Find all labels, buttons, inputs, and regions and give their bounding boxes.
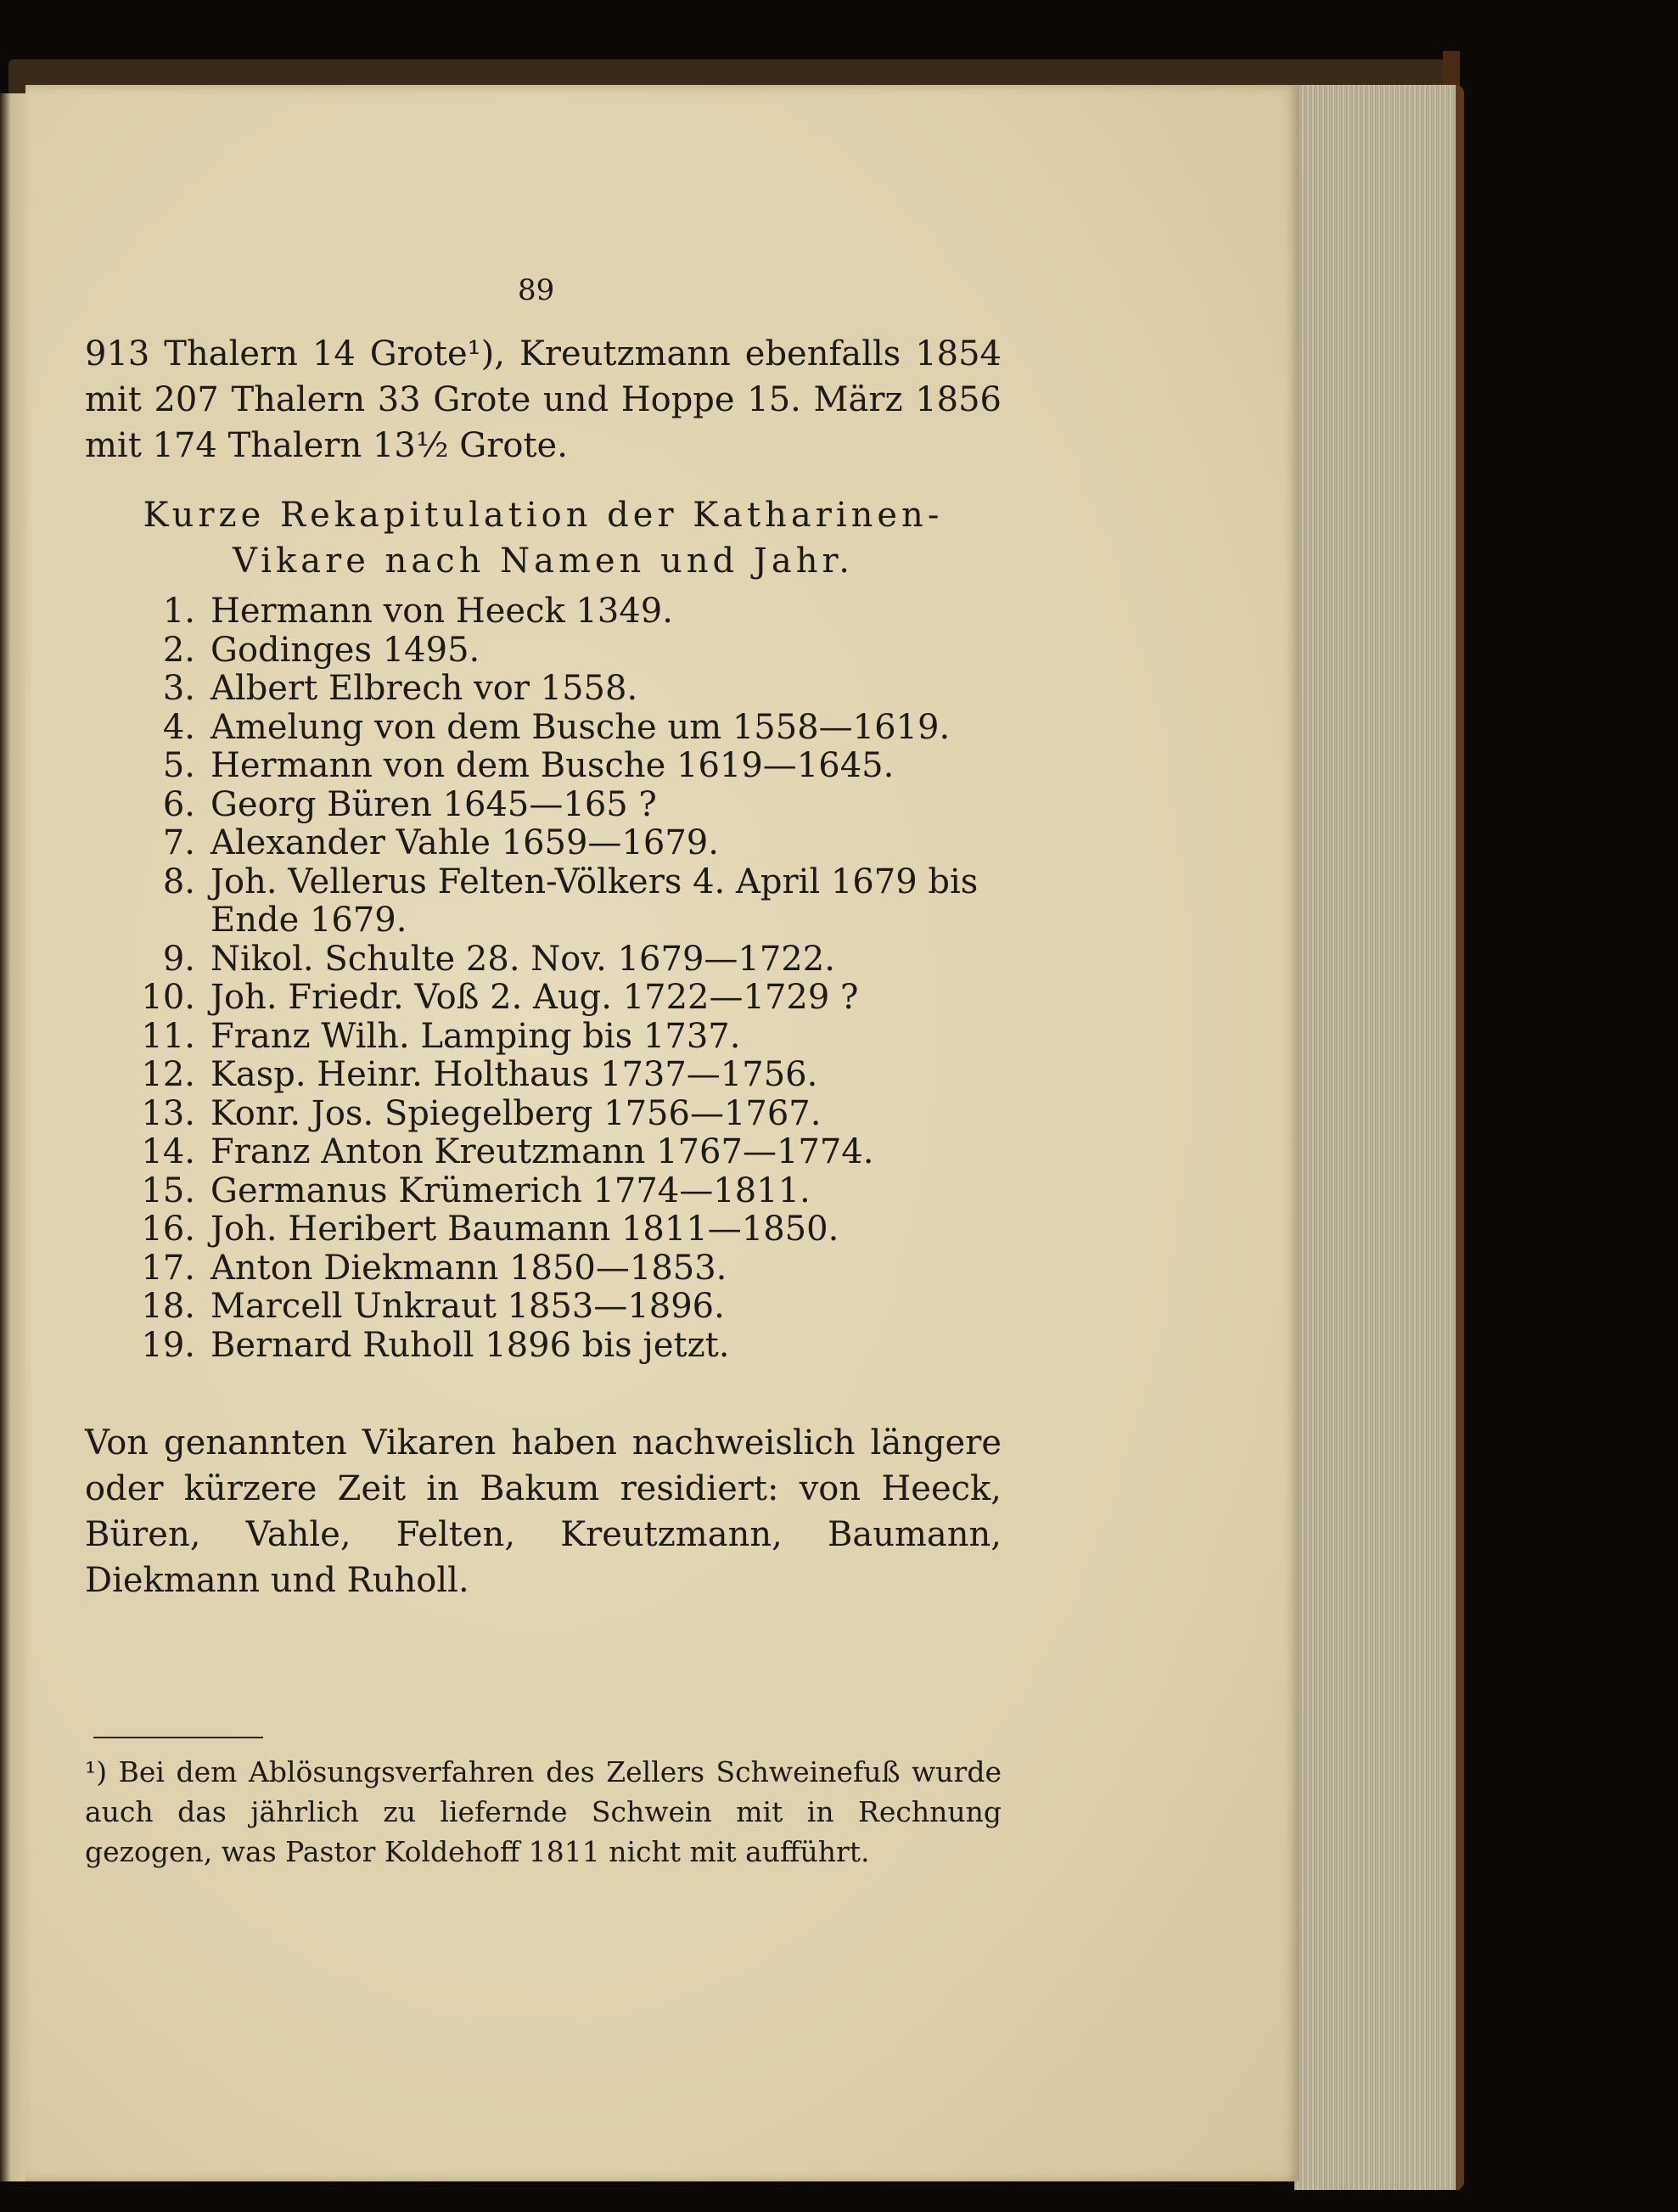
list-item-text: Franz Anton Kreutzmann 1767—1774. [210,1132,874,1171]
list-item-text: Kasp. Heinr. Holthaus 1737—1756. [210,1055,818,1094]
list-item [136,1095,1002,1134]
page-fore-edge [1294,85,1464,2190]
list-item [136,1056,1002,1095]
list-item-text: Bernard Ruholl 1896 bis jetzt. [210,1325,730,1365]
list-item [136,979,1002,1018]
list-item [136,1133,1002,1172]
list-item-number: 2. [162,630,195,670]
list-item-text: Nikol. Schulte 28. Nov. 1679—1722. [210,939,835,979]
list-item-number: 6. [162,784,195,824]
list-item-number: 15. [141,1171,195,1210]
footnote: ¹) Bei dem Ablösungsverfahren des Zellers Schweinefuß wurde auch das jährlich zu liefernde Schwein mit in Rechnung gezogen, was Pastor Koldehoff 1811 nicht mit aufführt. [85,1755,1002,1868]
list-item-number: 14. [141,1132,195,1171]
list-item-text: Georg Büren 1645—165 ? [210,784,657,824]
list-item-text: Hermann von dem Busche 1619—1645. [210,746,895,785]
list-item-number: 18. [141,1287,195,1326]
vicar-list [136,592,1002,1365]
list-item-number: 4. [162,707,195,747]
paragraph-thaler-payments: 913 Thalern 14 Grote¹), Kreutzmann ebenfalls 1854 mit 207 Thalern 33 Grote und Hoppe 15. März 1856 mit 174 Thalern 13½ Grote. [85,334,1002,465]
list-item-text: Joh. Heribert Baumann 1811—1850. [210,1210,839,1249]
list-item [136,940,1002,980]
paragraph-residence: Von genannten Vikaren haben nachweislich längere oder kürzere Zeit in Bakum residiert: von Heeck, Büren, Vahle, Felten, Kreutzmann, Baumann, Diekmann und Ruholl. [85,1423,1002,1600]
list-item-text: Joh. Friedr. Voß 2. Aug. 1722—1729 ? [210,978,859,1017]
list-item [136,670,1002,709]
list-item [136,747,1002,786]
list-item-text: Amelung von dem Busche um 1558—1619. [210,707,951,747]
list-item-number: 9. [162,939,195,979]
list-item [136,1172,1002,1211]
section-heading: Kurze Rekapitulation der Katharinen-Vikare nach Namen und Jahr. [143,496,944,581]
list-item-number: 16. [141,1210,195,1249]
list-item-text: Franz Wilh. Lamping bis 1737. [210,1016,741,1056]
list-item-number: 12. [141,1055,195,1094]
list-item-text: Germanus Krümerich 1774—1811. [210,1171,811,1210]
list-item-text: Marcell Unkraut 1853—1896. [210,1287,725,1326]
list-item [136,863,1002,940]
page-number: 89 [518,273,555,307]
list-item-text: Alexander Vahle 1659—1679. [210,823,719,862]
list-item [136,632,1002,671]
list-item-number: 5. [162,746,195,785]
list-item-number: 17. [141,1248,195,1288]
list-item-number: 10. [141,978,195,1017]
list-item-number: 8. [162,862,195,901]
list-item-text: Joh. Vellerus Felten-Völkers 4. April 1679 bis Ende 1679. [210,862,979,940]
list-item-number: 7. [162,823,195,862]
list-item [136,709,1002,748]
list-item [136,592,1002,632]
footnote-divider [93,1737,263,1738]
list-item [136,1288,1002,1327]
list-item [136,1327,1002,1366]
list-item-text: Hermann von Heeck 1349. [210,592,673,631]
list-item [136,824,1002,863]
list-item-text: Albert Elbrech vor 1558. [210,669,638,708]
list-item [136,1249,1002,1288]
list-item-number: 11. [141,1016,195,1056]
list-item-text: Konr. Jos. Spiegelberg 1756—1767. [210,1093,822,1133]
list-item-text: Anton Diekmann 1850—1853. [210,1248,727,1288]
list-item [136,1210,1002,1249]
list-item [136,1018,1002,1057]
list-item-number: 3. [162,669,195,708]
list-item [136,786,1002,825]
list-item-number: 13. [141,1093,195,1133]
list-item-number: 19. [141,1325,195,1365]
list-item-number: 1. [162,592,195,631]
list-item-text: Godinges 1495. [210,630,480,670]
